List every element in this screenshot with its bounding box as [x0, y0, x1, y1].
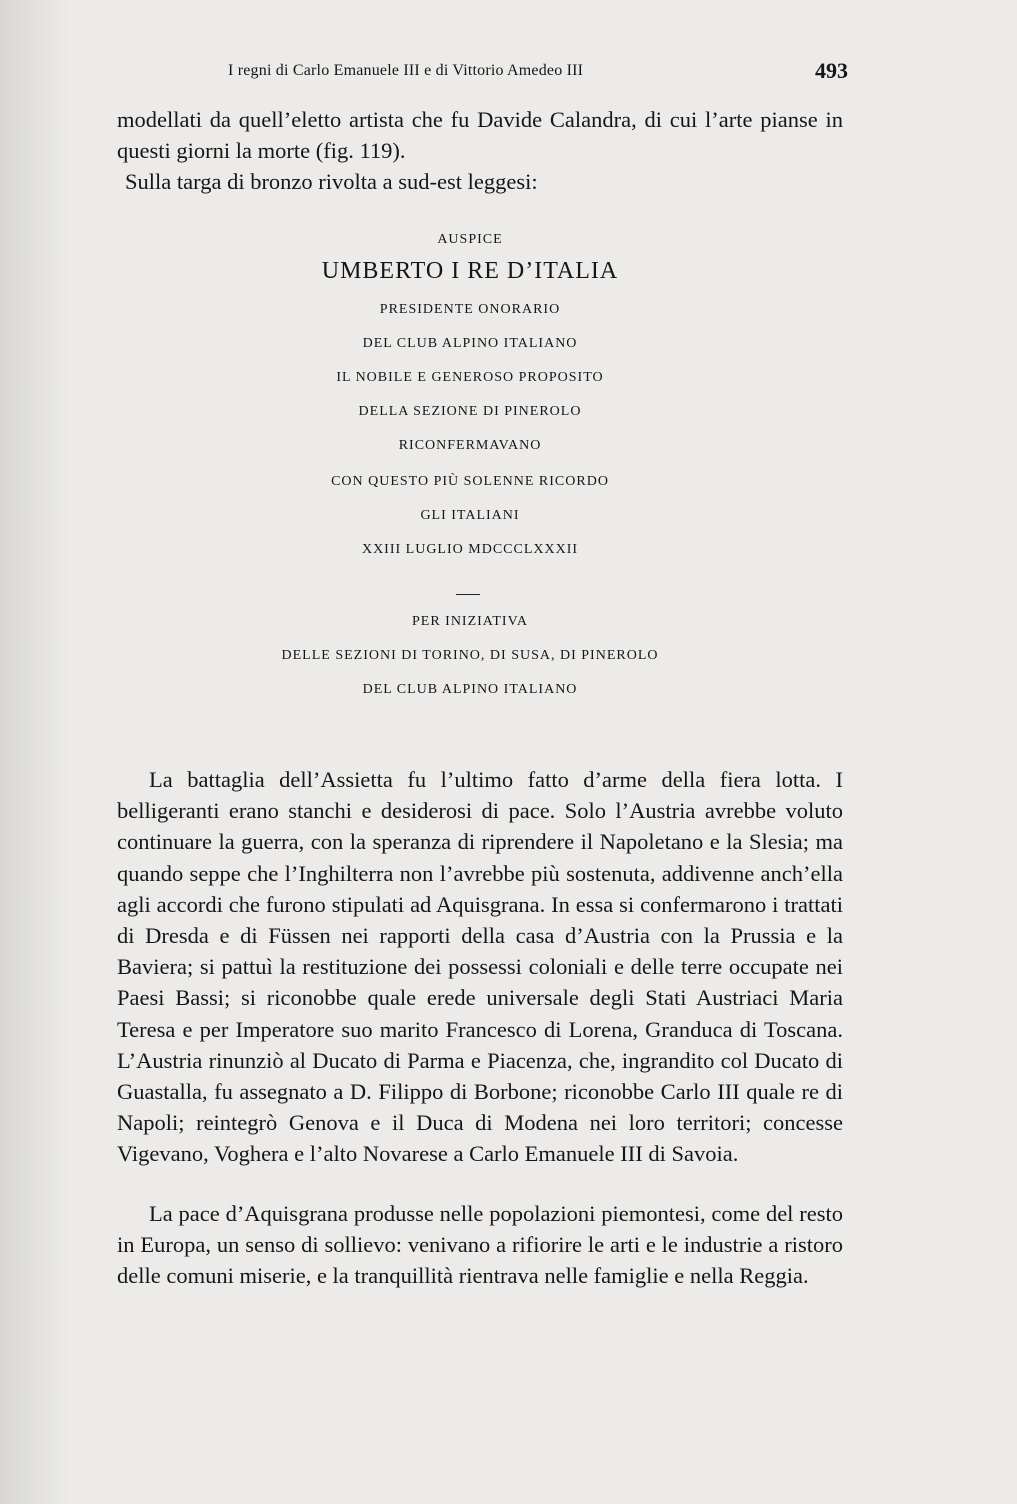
inscription-line: PER INIZIATIVA — [411, 614, 528, 629]
inscription-divider — [456, 594, 480, 595]
inscription-line: UMBERTO I RE D’ITALIA — [321, 258, 619, 284]
inscription-line: RICONFERMAVANO — [398, 438, 542, 453]
inscription-line: DEL CLUB ALPINO ITALIANO — [362, 682, 578, 697]
page-edge-shadow — [0, 0, 70, 1504]
inscription-line: AUSPICE — [437, 232, 503, 247]
inscription-line: DEL CLUB ALPINO ITALIANO — [362, 336, 578, 351]
paragraph-targa: Sulla targa di bronzo rivolta a sud-est leggesi: — [125, 169, 538, 194]
page-number: 493 — [815, 58, 848, 83]
paragraph-aquisgrana: La pace d’Aquisgrana produsse nelle popolazioni piemontesi, come del resto in Europa, un senso di sollievo: venivano a rifiorire le arti e le industrie a ristoro delle comuni miserie, e la tranquillità rientrava nelle famiglie e nella Reggia. — [117, 1201, 843, 1289]
paragraph-calandra: modellati da quell’eletto artista che fu Davide Calandra, di cui l’arte pianse in questi giorni la morte (fig. 119). — [117, 107, 843, 164]
inscription-line: GLI ITALIANI — [420, 508, 520, 523]
inscription-line: IL NOBILE E GENEROSO PROPOSITO — [336, 370, 604, 385]
inscription-line: DELLA SEZIONE DI PINEROLO — [358, 404, 582, 419]
inscription-line: XXIII LUGLIO MDCCCLXXXII — [361, 542, 579, 557]
running-header — [228, 58, 848, 86]
inscription-line: CON QUESTO PIÙ SOLENNE RICORDO — [331, 474, 609, 489]
inscription-line: PRESIDENTE ONORARIO — [379, 302, 561, 317]
paragraph-assietta: La battaglia dell’Assietta fu l’ultimo fatto d’arme della fiera lotta. I belligeranti erano stanchi e desiderosi di pace. Solo l’Austria avrebbe voluto continuare la guerra, con la speranza di riprendere il Napoletano e la Slesia; ma quando seppe che l’Inghilterra non l’avrebbe più sostenuta, addivenne anch’ella agli accordi che furono stipulati ad Aquisgrana. In essa si confermarono i trattati di Dresda e di Füssen nei rapporti della casa d’Austria con la Prussia e la Baviera; si pattuì la restituzione dei possessi coloniali e delle terre occupate nei Paesi Bassi; si riconobbe quale erede universale degli Stati Austriaci Maria Teresa e per Imperatore suo marito Francesco di Lorena, Granduca di Toscana. L’Austria rinunziò al Ducato di Parma e Piacenza, che, ingrandito col Ducato di Guastalla, fu assegnato a D. Filippo di Borbone; riconobbe Carlo III quale re di Napoli; reintegrò Genova e il Duca di Modena nei loro territori; concesse Vigevano, Voghera e l’alto Novarese a Carlo Emanuele III di Savoia. — [117, 767, 843, 1167]
inscription-line: DELLE SEZIONI DI TORINO, DI SUSA, DI PINEROLO — [281, 648, 659, 663]
running-title: I regni di Carlo Emanuele III e di Vittorio Amedeo III — [228, 62, 584, 79]
